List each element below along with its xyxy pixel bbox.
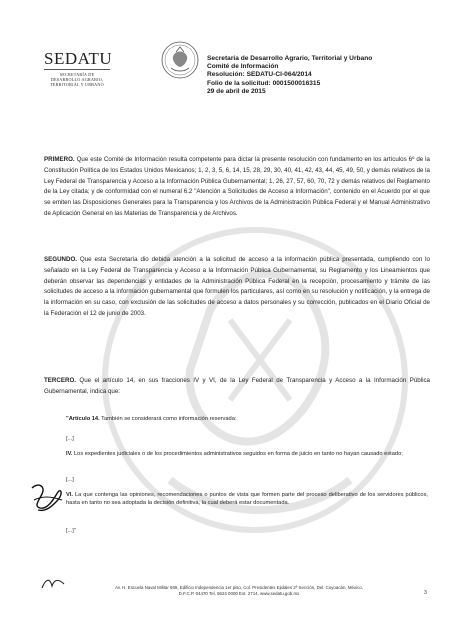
logo-divider: [44, 69, 110, 70]
fraction-vi-text: La que contenga las opiniones, recomendaciones o puntos de vista que formen parte del proceso deliberativo de los servidores públicos, hasta en tanto no sea adoptada la decisión definitiva, la cual deberá estar documentada.: [66, 492, 428, 506]
footer-address: Av. H. Escuela Naval Militar 669, Edificio Independencia 1er piso, Col. Presidentes Ejidales 2ª Sección, Del. Coyoacán, México,: [115, 585, 363, 590]
quote-article-14: [66, 416, 428, 424]
national-seal-icon: [160, 40, 200, 80]
fraction-vi-heading: VI.: [66, 492, 73, 498]
primero-heading: PRIMERO.: [44, 156, 75, 163]
paragraph-primero: [44, 155, 430, 220]
fraction-iv-heading: IV.: [66, 451, 73, 457]
page-number: 3: [424, 590, 427, 596]
logo-subtitle-1: SECRETARÍA DE: [59, 72, 95, 77]
logo-subtitle-2: DESARROLLO AGRARIO,: [50, 77, 104, 82]
quote-ellipsis-1: [...]: [66, 436, 74, 442]
footer-contact: D.F.C.P. 04470 Tel. 5624 0000 Ext. 2714, www.sedatu.gob.mx: [178, 591, 300, 596]
header-resolution: Resolución: SEDATU-CI-064/2014: [207, 71, 312, 79]
fraction-iv-text: Los expedientes judiciales o de los procedimientos administrativos seguidos en forma de juicio en tanto no hayan causado estado;: [72, 451, 403, 457]
header-committee: Comité de Información: [207, 63, 279, 71]
logo-wordmark: SEDATU: [44, 49, 113, 68]
segundo-text: Que esta Secretaría dio debida atención a la solicitud de acceso a la información pública presentada, cumpliendo con lo señalado en la Ley Federal de Transparencia y Acceso a la Información Pública Gubernamental, su Reglamento y los Lineamientos que deberán observar las dependencias y entidades de la Administración Pública Federal en la recepción, procesamiento y trámite de las solicitudes de acceso a la información gubernamental que formulen los particulares, así como en su resolución y notificación, y la entrega de la información en su caso, con exclusión de las solicitudes de acceso a datos personales y su corrección, publicados en el Diario Oficial de la Federación el 12 de junio de 2003.: [44, 256, 430, 317]
tercero-text: Que el artículo 14, en sus fracciones IV y VI, de la Ley Federal de Transparencia y Acceso a la Información Pública Gubernamental, indica que:: [44, 377, 430, 395]
segundo-heading: SEGUNDO.: [44, 256, 78, 263]
quote-ellipsis-2: [...]: [66, 477, 74, 483]
quote-fraction-vi: [66, 492, 428, 507]
tercero-heading: TERCERO.: [44, 377, 76, 384]
quote-article-text: También se considerará como información reservada:: [99, 416, 237, 422]
header-folio: Folio de la solicitud: 0001500016315: [207, 79, 321, 87]
handwritten-signature: [28, 480, 66, 516]
quote-article-heading: "Artículo 14.: [66, 416, 100, 422]
page-footer: [64, 585, 414, 597]
header-agency: Secretaría de Desarrollo Agrario, Territorial y Urbano: [207, 55, 373, 62]
sedatu-logo: [44, 50, 112, 87]
logo-subtitle-3: TERRITORIAL Y URBANO: [50, 82, 104, 87]
paragraph-segundo: [44, 255, 430, 320]
primero-text: Que este Comité de Información resulta competente para dictar la presente resolución con fundamento en los artículos 6º de la Constitución Política de los Estados Unidos Mexicanos; 1, 2, 3, 5, 6, 14, 15, 28, 29, 30, 40, 41, 42, 43, 44, 45, 49, 50, y demás relativos de la Ley Federal de Transparencia y Acceso a la Información Pública Gubernamental; 1, 26, 27, 57, 60, 70, 72 y demás relativos del Reglamento de la Ley citada; y de conformidad con el numeral 6.2 "Atención a Solicitudes de Acceso a Información", contenido en el Acuerdo por el que se emiten las Disposiciones Generales para la Transparencia y los Archivos de la Administración Pública Federal y el Manual Administrativo de Aplicación General en las Materias de Transparencia y de Archivos.: [44, 156, 430, 217]
resolution-header: [207, 55, 437, 96]
paragraph-tercero: [44, 376, 430, 398]
quote-ellipsis-3: [...]": [66, 528, 76, 534]
header-date: 29 de abril de 2015: [207, 87, 266, 95]
quote-fraction-iv: [66, 451, 428, 459]
